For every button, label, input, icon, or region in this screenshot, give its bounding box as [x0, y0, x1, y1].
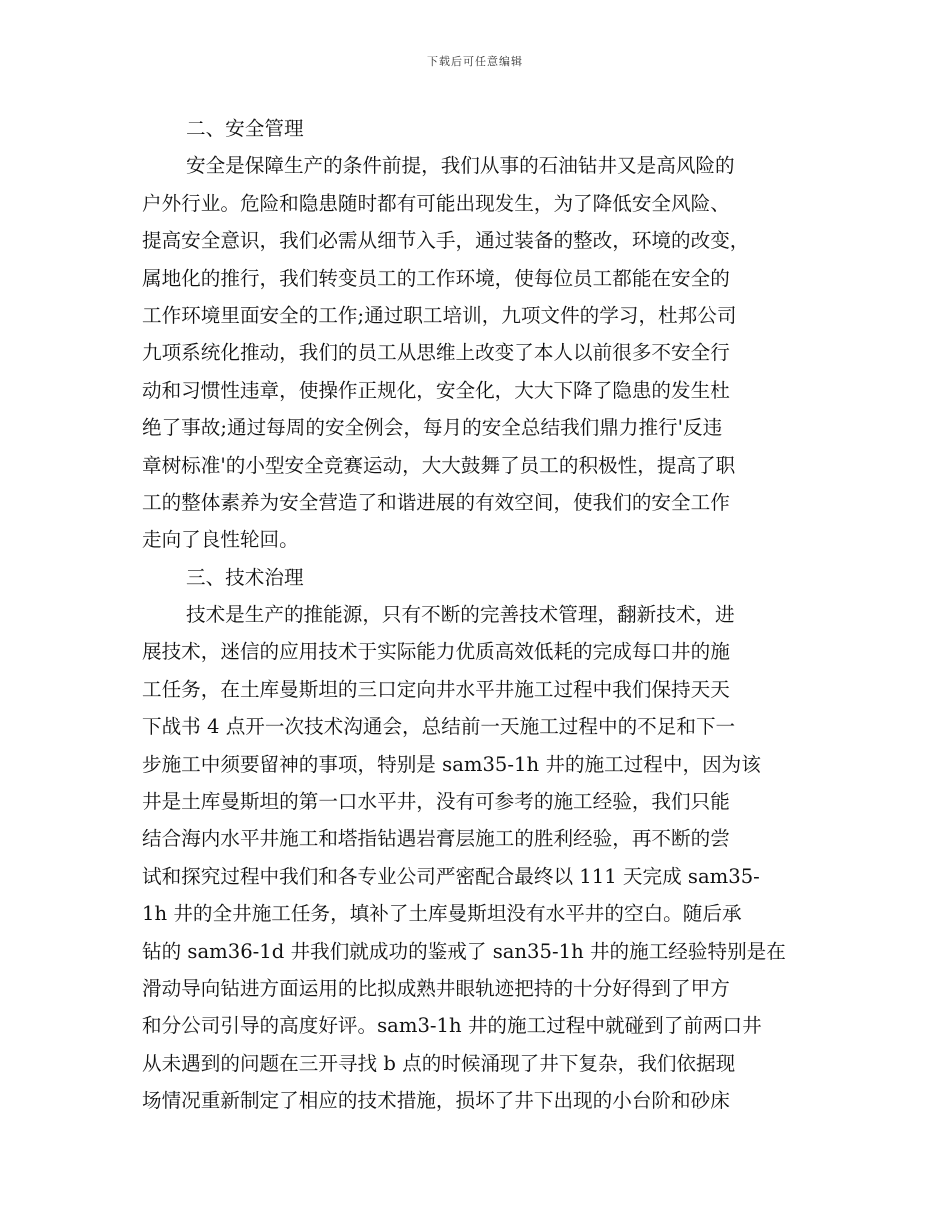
- text-line: 和分公司引导的高度好评。sam3-1h 井的施工过程中就碰到了前两口井: [142, 1014, 762, 1038]
- text-line: 钻的 sam36-1d 井我们就成功的鉴戒了 san35-1h 井的施工经验特别是在: [142, 939, 786, 963]
- text-line: 滑动导向钻进方面运用的比拟成熟井眼轨迹把持的十分好得到了甲方: [142, 976, 730, 1000]
- text-line: 步施工中须要留神的事项，特别是 sam35-1h 井的施工过程中，因为该: [142, 752, 761, 776]
- document-body: [142, 110, 810, 1120]
- text-line: 1h 井的全井施工任务，填补了土库曼斯坦没有水平井的空白。随后承: [142, 902, 742, 926]
- text-line: 场情况重新制定了相应的技术措施，损坏了井下出现的小台阶和砂床: [142, 1089, 730, 1113]
- text-line: 井是土库曼斯坦的第一口水平井，没有可参考的施工经验，我们只能: [142, 790, 730, 814]
- text-line: 章树标准'的小型安全竞赛运动，大大鼓舞了员工的积极性，提高了职: [142, 453, 736, 477]
- text-line: 工任务，在土库曼斯坦的三口定向井水平井施工过程中我们保持天天: [142, 677, 730, 701]
- text-line: 下战书 4 点开一次技术沟通会，总结前一天施工过程中的不足和下一: [142, 715, 736, 739]
- text-line: 提高安全意识，我们必需从细节入手，通过装备的整改，环境的改变，: [142, 229, 750, 253]
- text-line: 绝了事故;通过每周的安全例会，每月的安全总结我们鼎力推行'反违: [142, 416, 723, 440]
- text-line: 三、技术治理: [186, 565, 304, 589]
- text-line: 技术是生产的推能源，只有不断的完善技术管理，翻新技术，进: [186, 603, 735, 627]
- text-line: 动和习惯性违章，使操作正规化，安全化，大大下降了隐患的发生杜: [142, 378, 730, 402]
- text-line: 属地化的推行，我们转变员工的工作环境，使每位员工都能在安全的: [142, 266, 730, 290]
- page-header: 下载后可任意编辑: [427, 55, 523, 68]
- text-line: 户外行业。危险和隐患随时都有可能出现发生，为了降低安全风险、: [142, 191, 730, 215]
- text-line: 工作环境里面安全的工作;通过职工培训，九项文件的学习，杜邦公司: [142, 303, 737, 327]
- text-line: 试和探究过程中我们和各专业公司严密配合最终以 111 天完成 sam35-: [142, 864, 760, 888]
- text-line: 安全是保障生产的条件前提，我们从事的石油钻井又是高风险的: [186, 154, 735, 178]
- text-line: 二、安全管理: [186, 117, 304, 140]
- text-line: 走向了良性轮回。: [142, 528, 299, 552]
- text-line: 九项系统化推动，我们的员工从思维上改变了本人以前很多不安全行: [142, 341, 730, 365]
- text-line: 展技术，迷信的应用技术于实际能力优质高效低耗的完成每口井的施: [142, 640, 730, 664]
- text-line: 从未遇到的问题在三开寻找 b 点的时候涌现了井下复杂，我们依据现: [142, 1051, 736, 1075]
- text-line: 工的整体素养为安全营造了和谐进展的有效空间，使我们的安全工作: [142, 490, 730, 514]
- text-line: 结合海内水平井施工和塔指钻遇岩膏层施工的胜利经验，再不断的尝: [142, 827, 730, 851]
